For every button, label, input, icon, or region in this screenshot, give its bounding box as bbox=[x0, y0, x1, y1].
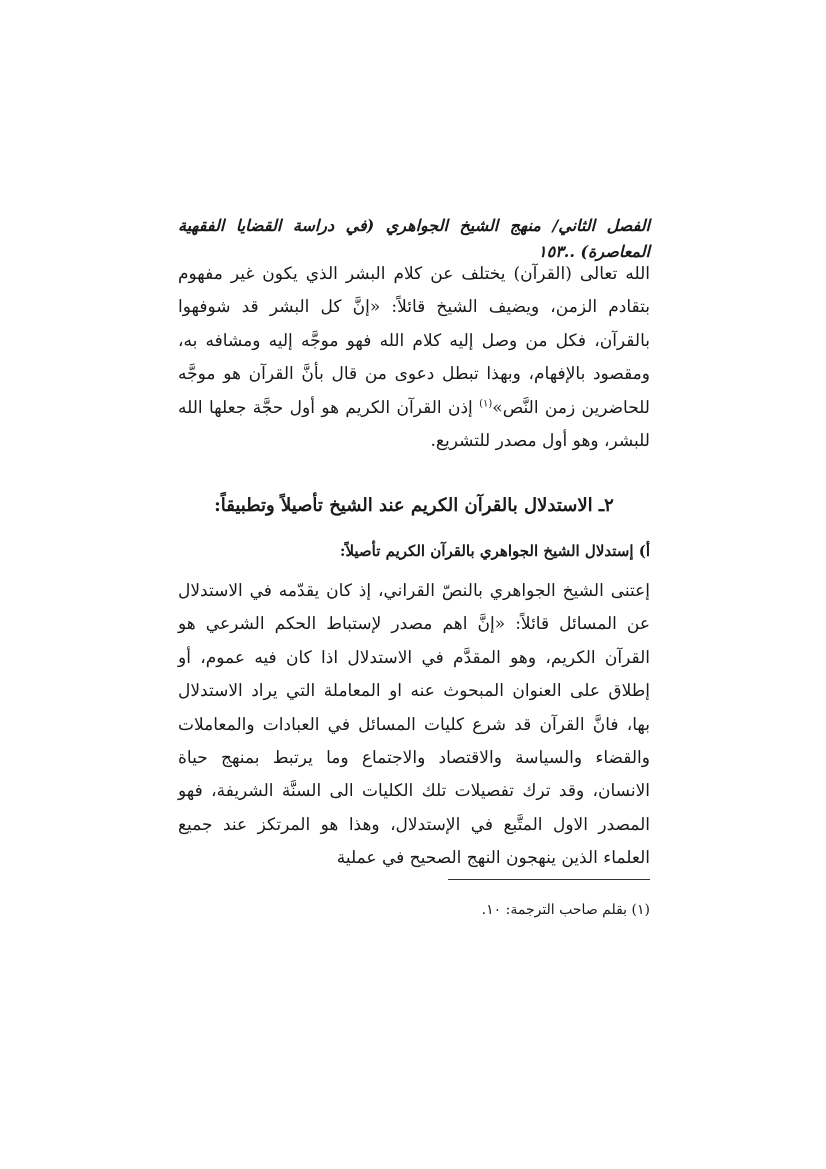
footnote-separator bbox=[448, 879, 650, 880]
paragraph-1-text: الله تعالى (القرآن) يختلف عن كلام البشر الذي يكون غير مفهوم بتقادم الزمن، ويضيف الشيخ قائلاً: «إنَّ كل البشر قد شوفهوا بالقرآن، فكل من وصل إليه كلام الله فهو موجَّه إليه ومشافه به، ومقصود بالإفهام، وبهذا تبطل دعوى من قال بأنَّ القرآن هو موجَّه للحاضرين زمن النَّص» bbox=[178, 264, 650, 418]
body-paragraph-1 bbox=[178, 258, 650, 458]
body-paragraph-2: إعتنى الشيخ الجواهري بالنصّ القراني، إذ كان يقدّمه في الاستدلال عن المسائل قائلاً: «إنَّ اهم مصدر لإستباط الحكم الشرعي هو القرآن الكريم، وهو المقدَّم في الاستدلال اذا كان فيه عموم، أو إطلاق على العنوان المبحوث عنه او المعاملة التي يراد الاستدلال بها، فانَّ القرآن قد شرع كليات المسائل في العبادات والمعاملات والقضاء والسياسة والاقتصاد والاجتماع وما يرتبط بمنهج حياة الانسان، وقد ترك تفصيلات تلك الكليات الى السنَّة الشريفة، فهو المصدر الاول المتَّبع في الإستدلال، وهذا هو المرتكز عند جميع العلماء الذين ينهجون النهج الصحيح في عملية bbox=[178, 581, 651, 869]
paragraph-1-continuation: إذن القرآن الكريم هو أول حجَّة جعلها الله للبشر، وهو أول مصدر للتشريع. bbox=[178, 397, 650, 452]
footnote: (١) بقلم صاحب الترجمة: ١٠. bbox=[481, 902, 650, 918]
section-heading: ٢ـ الاستدلال بالقرآن الكريم عند الشيخ تأصيلاً وتطبيقاً: bbox=[214, 495, 614, 516]
running-header: الفصل الثاني/ منهج الشيخ الجواهري (في دراسة القضايا الفقهية المعاصرة) ..١٥٣ bbox=[178, 216, 650, 261]
sub-heading: أ) إستدلال الشيخ الجواهري بالقرآن الكريم تأصيلاً: bbox=[339, 542, 650, 560]
footnote-reference[interactable]: (١) bbox=[479, 397, 493, 409]
